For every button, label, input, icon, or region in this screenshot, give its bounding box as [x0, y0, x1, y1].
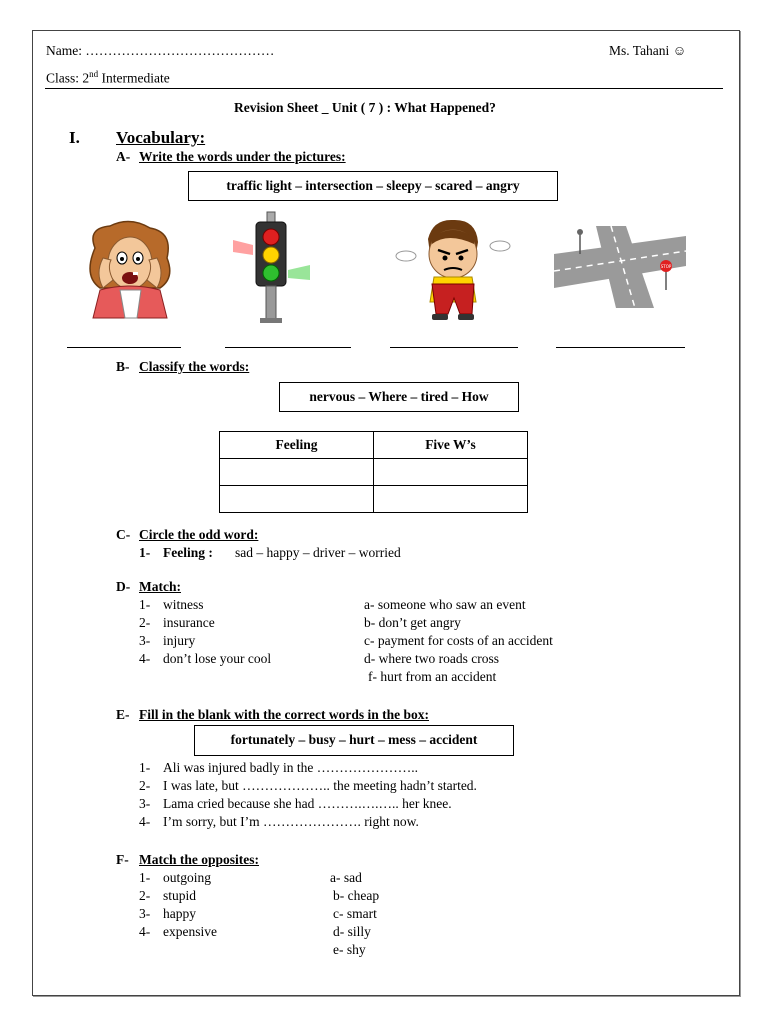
opposite-right-item: a- sad	[330, 870, 362, 885]
fill-item-num: 4-	[139, 814, 151, 829]
opposite-right-item: b- cheap	[333, 888, 380, 903]
opposite-right-item: e- shy	[333, 942, 366, 957]
fill-item-text: Ali was injured badly in the …………………..	[163, 760, 418, 775]
traffic-light-picture	[228, 210, 313, 325]
match-left-item: insurance	[163, 615, 215, 630]
fill-item-num: 2-	[139, 778, 151, 793]
fill-item-num: 3-	[139, 796, 151, 811]
part-c-letter: C-	[116, 527, 131, 542]
match-right-item: b- don’t get angry	[364, 615, 461, 630]
opposite-right-item: d- silly	[333, 924, 371, 939]
fill-item-text: I’m sorry, but I’m …………………. right now.	[163, 814, 419, 829]
part-c-item-words: sad – happy – driver – worried	[235, 545, 401, 560]
scared-woman-picture	[75, 218, 185, 323]
opposite-left-num: 3-	[139, 906, 151, 921]
answer-line-2[interactable]	[225, 347, 351, 348]
page-title: Revision Sheet _ Unit ( 7 ) : What Happened?	[234, 100, 496, 115]
angry-boy-picture	[388, 214, 516, 326]
answer-line-4[interactable]	[556, 347, 685, 348]
match-left-item: don’t lose your cool	[163, 651, 272, 666]
teacher-name: Ms. Tahani ☺	[609, 43, 687, 58]
answer-line-1[interactable]	[67, 347, 181, 348]
match-right-item: d- where two roads cross	[364, 651, 499, 666]
part-f-letter: F-	[116, 852, 129, 867]
match-right-item: c- payment for costs of an accident	[364, 633, 553, 648]
name-field: Name: ……………………………………	[46, 43, 275, 58]
part-b-letter: B-	[116, 359, 130, 374]
part-a-instruction: Write the words under the pictures:	[139, 149, 346, 164]
table-cell[interactable]	[220, 459, 374, 486]
part-e-instruction: Fill in the blank with the correct words in the box:	[139, 707, 429, 722]
part-b-instruction: Classify the words:	[139, 359, 250, 374]
match-left-num: 2-	[139, 615, 151, 630]
fill-item-num: 1-	[139, 760, 151, 775]
answer-line-3[interactable]	[390, 347, 518, 348]
part-e-letter: E-	[116, 707, 130, 722]
intersection-picture	[554, 226, 686, 308]
part-e-word-box: fortunately – busy – hurt – mess – accident	[194, 725, 514, 756]
part-c-instruction: Circle the odd word:	[139, 527, 259, 542]
fill-item-text: I was late, but ……………….. the meeting hadn’t started.	[163, 778, 477, 793]
header-divider	[45, 88, 723, 89]
match-left-num: 4-	[139, 651, 151, 666]
opposite-left-item: outgoing	[163, 870, 212, 885]
opposite-left-item: happy	[163, 906, 196, 921]
part-c-item-num: 1-	[139, 545, 151, 560]
part-f-instruction: Match the opposites:	[139, 852, 259, 867]
section-title: Vocabulary:	[116, 128, 206, 147]
fill-item-text: Lama cried because she had ……….….….. her knee.	[163, 796, 452, 811]
opposite-left-num: 1-	[139, 870, 151, 885]
table-header-feeling: Feeling	[220, 432, 374, 459]
classify-table	[219, 431, 528, 513]
stop-sign-text: STOP	[660, 264, 672, 269]
opposite-left-num: 2-	[139, 888, 151, 903]
part-a-letter: A-	[116, 149, 131, 164]
part-c-item-label: Feeling :	[163, 545, 213, 560]
opposite-right-item: c- smart	[333, 906, 377, 921]
opposite-left-item: stupid	[163, 888, 197, 903]
class-label: Class: 2nd Intermediate	[46, 69, 170, 86]
table-header-five-ws: Five W’s	[374, 432, 528, 459]
table-cell[interactable]	[374, 459, 528, 486]
part-d-instruction: Match:	[139, 579, 181, 594]
section-number: I.	[69, 128, 80, 147]
opposite-left-item: expensive	[163, 924, 217, 939]
part-d-letter: D-	[116, 579, 131, 594]
match-left-num: 1-	[139, 597, 151, 612]
match-left-num: 3-	[139, 633, 151, 648]
match-left-item: witness	[163, 597, 204, 612]
match-right-item: a- someone who saw an event	[364, 597, 526, 612]
opposite-left-num: 4-	[139, 924, 151, 939]
match-right-item: f- hurt from an accident	[368, 669, 497, 684]
table-cell[interactable]	[220, 486, 374, 513]
match-left-item: injury	[163, 633, 196, 648]
part-a-word-box: traffic light – intersection – sleepy – scared – angry	[188, 171, 558, 201]
part-b-word-box: nervous – Where – tired – How	[279, 382, 519, 412]
table-cell[interactable]	[374, 486, 528, 513]
